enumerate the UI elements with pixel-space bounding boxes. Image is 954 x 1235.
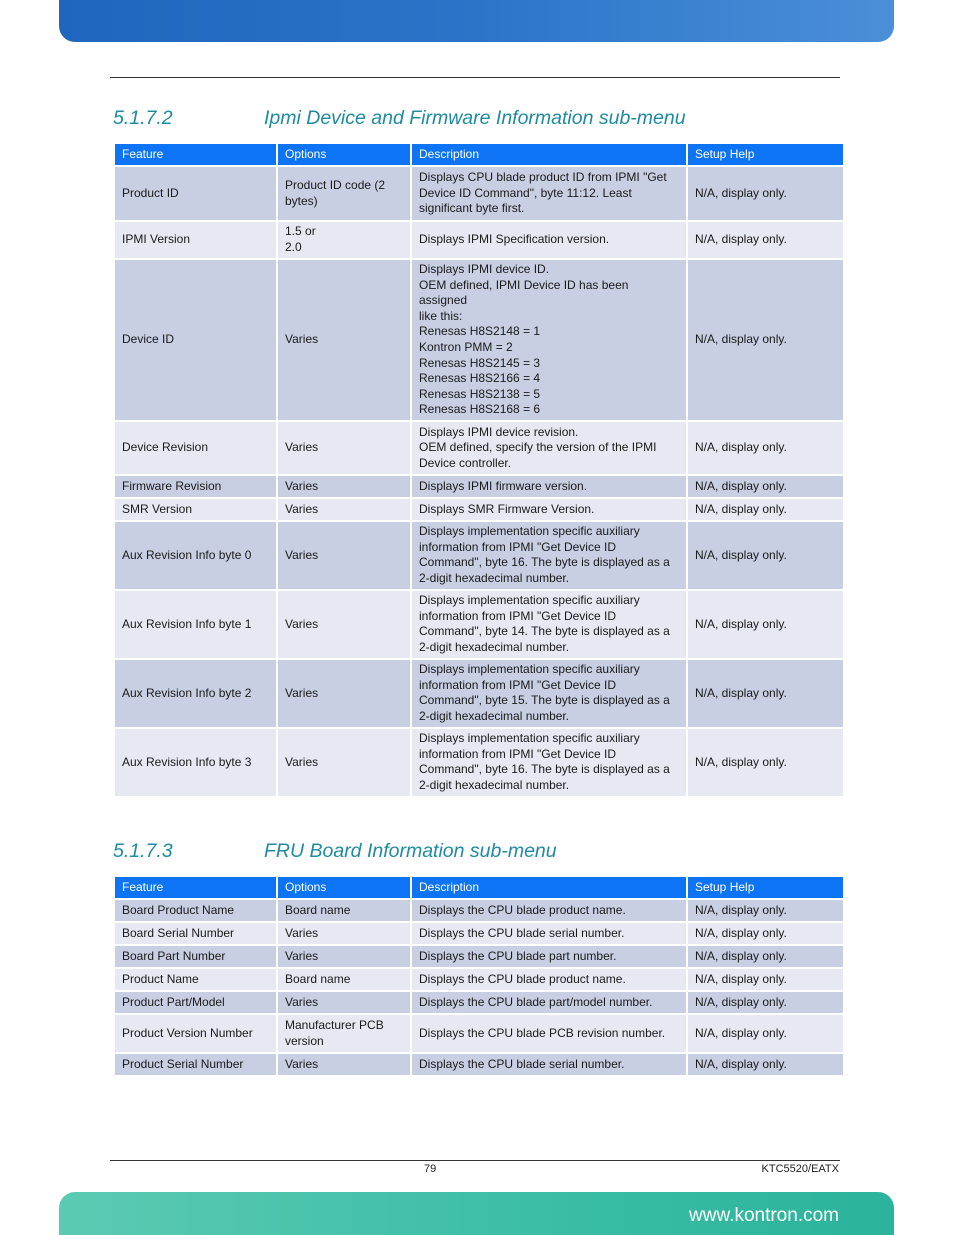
table-row <box>115 969 843 990</box>
cell-setup-help: N/A, display only. <box>688 167 843 220</box>
cell-setup-help: N/A, display only. <box>688 1015 843 1052</box>
cell-setup-help: N/A, display only. <box>688 422 843 474</box>
section-heading-ipmi <box>113 107 686 130</box>
cell-description: Displays SMR Firmware Version. <box>412 499 686 520</box>
table-row <box>115 729 843 796</box>
cell-setup-help: N/A, display only. <box>688 476 843 497</box>
column-header-options: Options <box>278 144 410 165</box>
table-row <box>115 900 843 921</box>
table-row <box>115 422 843 474</box>
column-header-feature: Feature <box>115 877 276 898</box>
cell-options: Varies <box>278 499 410 520</box>
table-header-row <box>115 877 843 898</box>
cell-description: Displays implementation specific auxiliary information from IPMI "Get Device ID Command", byte 16. The byte is displayed as a 2-digit hexadecimal number. <box>412 729 686 796</box>
cell-description: Displays IPMI device ID. OEM defined, IPMI Device ID has been assigned like this: Renesas H8S2148 = 1 Kontron PMM = 2 Renesas H8S2145 = 3 Renesas H8S2166 = 4 Renesas H8S2138 = 5 Renesas H8S2168 = 6 <box>412 260 686 420</box>
cell-description: Displays the CPU blade serial number. <box>412 1054 686 1075</box>
column-header-feature: Feature <box>115 144 276 165</box>
top-banner <box>59 0 894 42</box>
cell-options: Varies <box>278 522 410 589</box>
column-header-description: Description <box>412 877 686 898</box>
cell-options: Varies <box>278 729 410 796</box>
table-row <box>115 1015 843 1052</box>
document-id: KTC5520/EATX <box>761 1163 839 1175</box>
fru-table <box>113 875 845 1077</box>
cell-description: Displays the CPU blade PCB revision number. <box>412 1015 686 1052</box>
cell-setup-help: N/A, display only. <box>688 946 843 967</box>
section-title: FRU Board Information sub-menu <box>264 840 557 862</box>
cell-feature: Product Serial Number <box>115 1054 276 1075</box>
cell-setup-help: N/A, display only. <box>688 992 843 1013</box>
table-row <box>115 992 843 1013</box>
bottom-banner <box>59 1192 894 1235</box>
cell-setup-help: N/A, display only. <box>688 522 843 589</box>
section-number: 5.1.7.2 <box>113 107 173 129</box>
cell-feature: Aux Revision Info byte 3 <box>115 729 276 796</box>
cell-feature: Firmware Revision <box>115 476 276 497</box>
cell-options: Varies <box>278 476 410 497</box>
cell-feature: SMR Version <box>115 499 276 520</box>
cell-setup-help: N/A, display only. <box>688 923 843 944</box>
cell-options: Varies <box>278 422 410 474</box>
cell-feature: Board Part Number <box>115 946 276 967</box>
cell-options: Manufacturer PCB version <box>278 1015 410 1052</box>
cell-description: Displays IPMI firmware version. <box>412 476 686 497</box>
table-row <box>115 591 843 658</box>
cell-feature: Aux Revision Info byte 2 <box>115 660 276 727</box>
cell-feature: Device Revision <box>115 422 276 474</box>
column-header-setup-help: Setup Help <box>688 877 843 898</box>
table-row <box>115 167 843 220</box>
cell-description: Displays IPMI device revision. OEM defined, specify the version of the IPMI Device controller. <box>412 422 686 474</box>
cell-options: Varies <box>278 923 410 944</box>
website-link[interactable]: www.kontron.com <box>689 1205 839 1226</box>
cell-description: Displays the CPU blade part/model number. <box>412 992 686 1013</box>
page-number: 79 <box>424 1163 437 1175</box>
section-heading-fru <box>113 840 557 863</box>
cell-options: Board name <box>278 900 410 921</box>
column-header-options: Options <box>278 877 410 898</box>
table-row <box>115 522 843 589</box>
column-header-setup-help: Setup Help <box>688 144 843 165</box>
cell-description: Displays CPU blade product ID from IPMI "Get Device ID Command", byte 11:12. Least significant byte first. <box>412 167 686 220</box>
cell-options: Varies <box>278 660 410 727</box>
cell-setup-help: N/A, display only. <box>688 591 843 658</box>
cell-description: Displays implementation specific auxiliary information from IPMI "Get Device ID Command", byte 14. The byte is displayed as a 2-digit hexadecimal number. <box>412 591 686 658</box>
cell-description: Displays the CPU blade product name. <box>412 969 686 990</box>
cell-description: Displays the CPU blade product name. <box>412 900 686 921</box>
cell-feature: Aux Revision Info byte 1 <box>115 591 276 658</box>
cell-feature: IPMI Version <box>115 222 276 258</box>
cell-description: Displays implementation specific auxiliary information from IPMI "Get Device ID Command", byte 15. The byte is displayed as a 2-digit hexadecimal number. <box>412 660 686 727</box>
cell-feature: Device ID <box>115 260 276 420</box>
table-row <box>115 260 843 420</box>
cell-description: Displays implementation specific auxiliary information from IPMI "Get Device ID Command", byte 16. The byte is displayed as a 2-digit hexadecimal number. <box>412 522 686 589</box>
section-number: 5.1.7.3 <box>113 840 173 862</box>
cell-options: Varies <box>278 946 410 967</box>
column-header-description: Description <box>412 144 686 165</box>
ipmi-table <box>113 142 845 798</box>
cell-setup-help: N/A, display only. <box>688 1054 843 1075</box>
cell-options: Varies <box>278 591 410 658</box>
cell-options: Varies <box>278 1054 410 1075</box>
cell-options: Varies <box>278 260 410 420</box>
cell-setup-help: N/A, display only. <box>688 660 843 727</box>
table-row <box>115 476 843 497</box>
table-row <box>115 222 843 258</box>
table-row <box>115 660 843 727</box>
table-row <box>115 946 843 967</box>
table-header-row <box>115 144 843 165</box>
cell-feature: Board Serial Number <box>115 923 276 944</box>
cell-setup-help: N/A, display only. <box>688 499 843 520</box>
cell-setup-help: N/A, display only. <box>688 900 843 921</box>
cell-feature: Product Part/Model <box>115 992 276 1013</box>
cell-feature: Product Version Number <box>115 1015 276 1052</box>
table-row <box>115 499 843 520</box>
cell-feature: Product Name <box>115 969 276 990</box>
cell-options: Board name <box>278 969 410 990</box>
cell-feature: Board Product Name <box>115 900 276 921</box>
table-row <box>115 1054 843 1075</box>
cell-setup-help: N/A, display only. <box>688 222 843 258</box>
footer-rule <box>110 1160 840 1161</box>
cell-options: Varies <box>278 992 410 1013</box>
cell-feature: Product ID <box>115 167 276 220</box>
cell-description: Displays the CPU blade serial number. <box>412 923 686 944</box>
table-row <box>115 923 843 944</box>
cell-setup-help: N/A, display only. <box>688 260 843 420</box>
header-rule <box>110 77 840 78</box>
cell-description: Displays IPMI Specification version. <box>412 222 686 258</box>
cell-options: 1.5 or 2.0 <box>278 222 410 258</box>
cell-options: Product ID code (2 bytes) <box>278 167 410 220</box>
cell-setup-help: N/A, display only. <box>688 969 843 990</box>
cell-description: Displays the CPU blade part number. <box>412 946 686 967</box>
cell-feature: Aux Revision Info byte 0 <box>115 522 276 589</box>
cell-setup-help: N/A, display only. <box>688 729 843 796</box>
section-title: Ipmi Device and Firmware Information sub-menu <box>264 107 686 129</box>
